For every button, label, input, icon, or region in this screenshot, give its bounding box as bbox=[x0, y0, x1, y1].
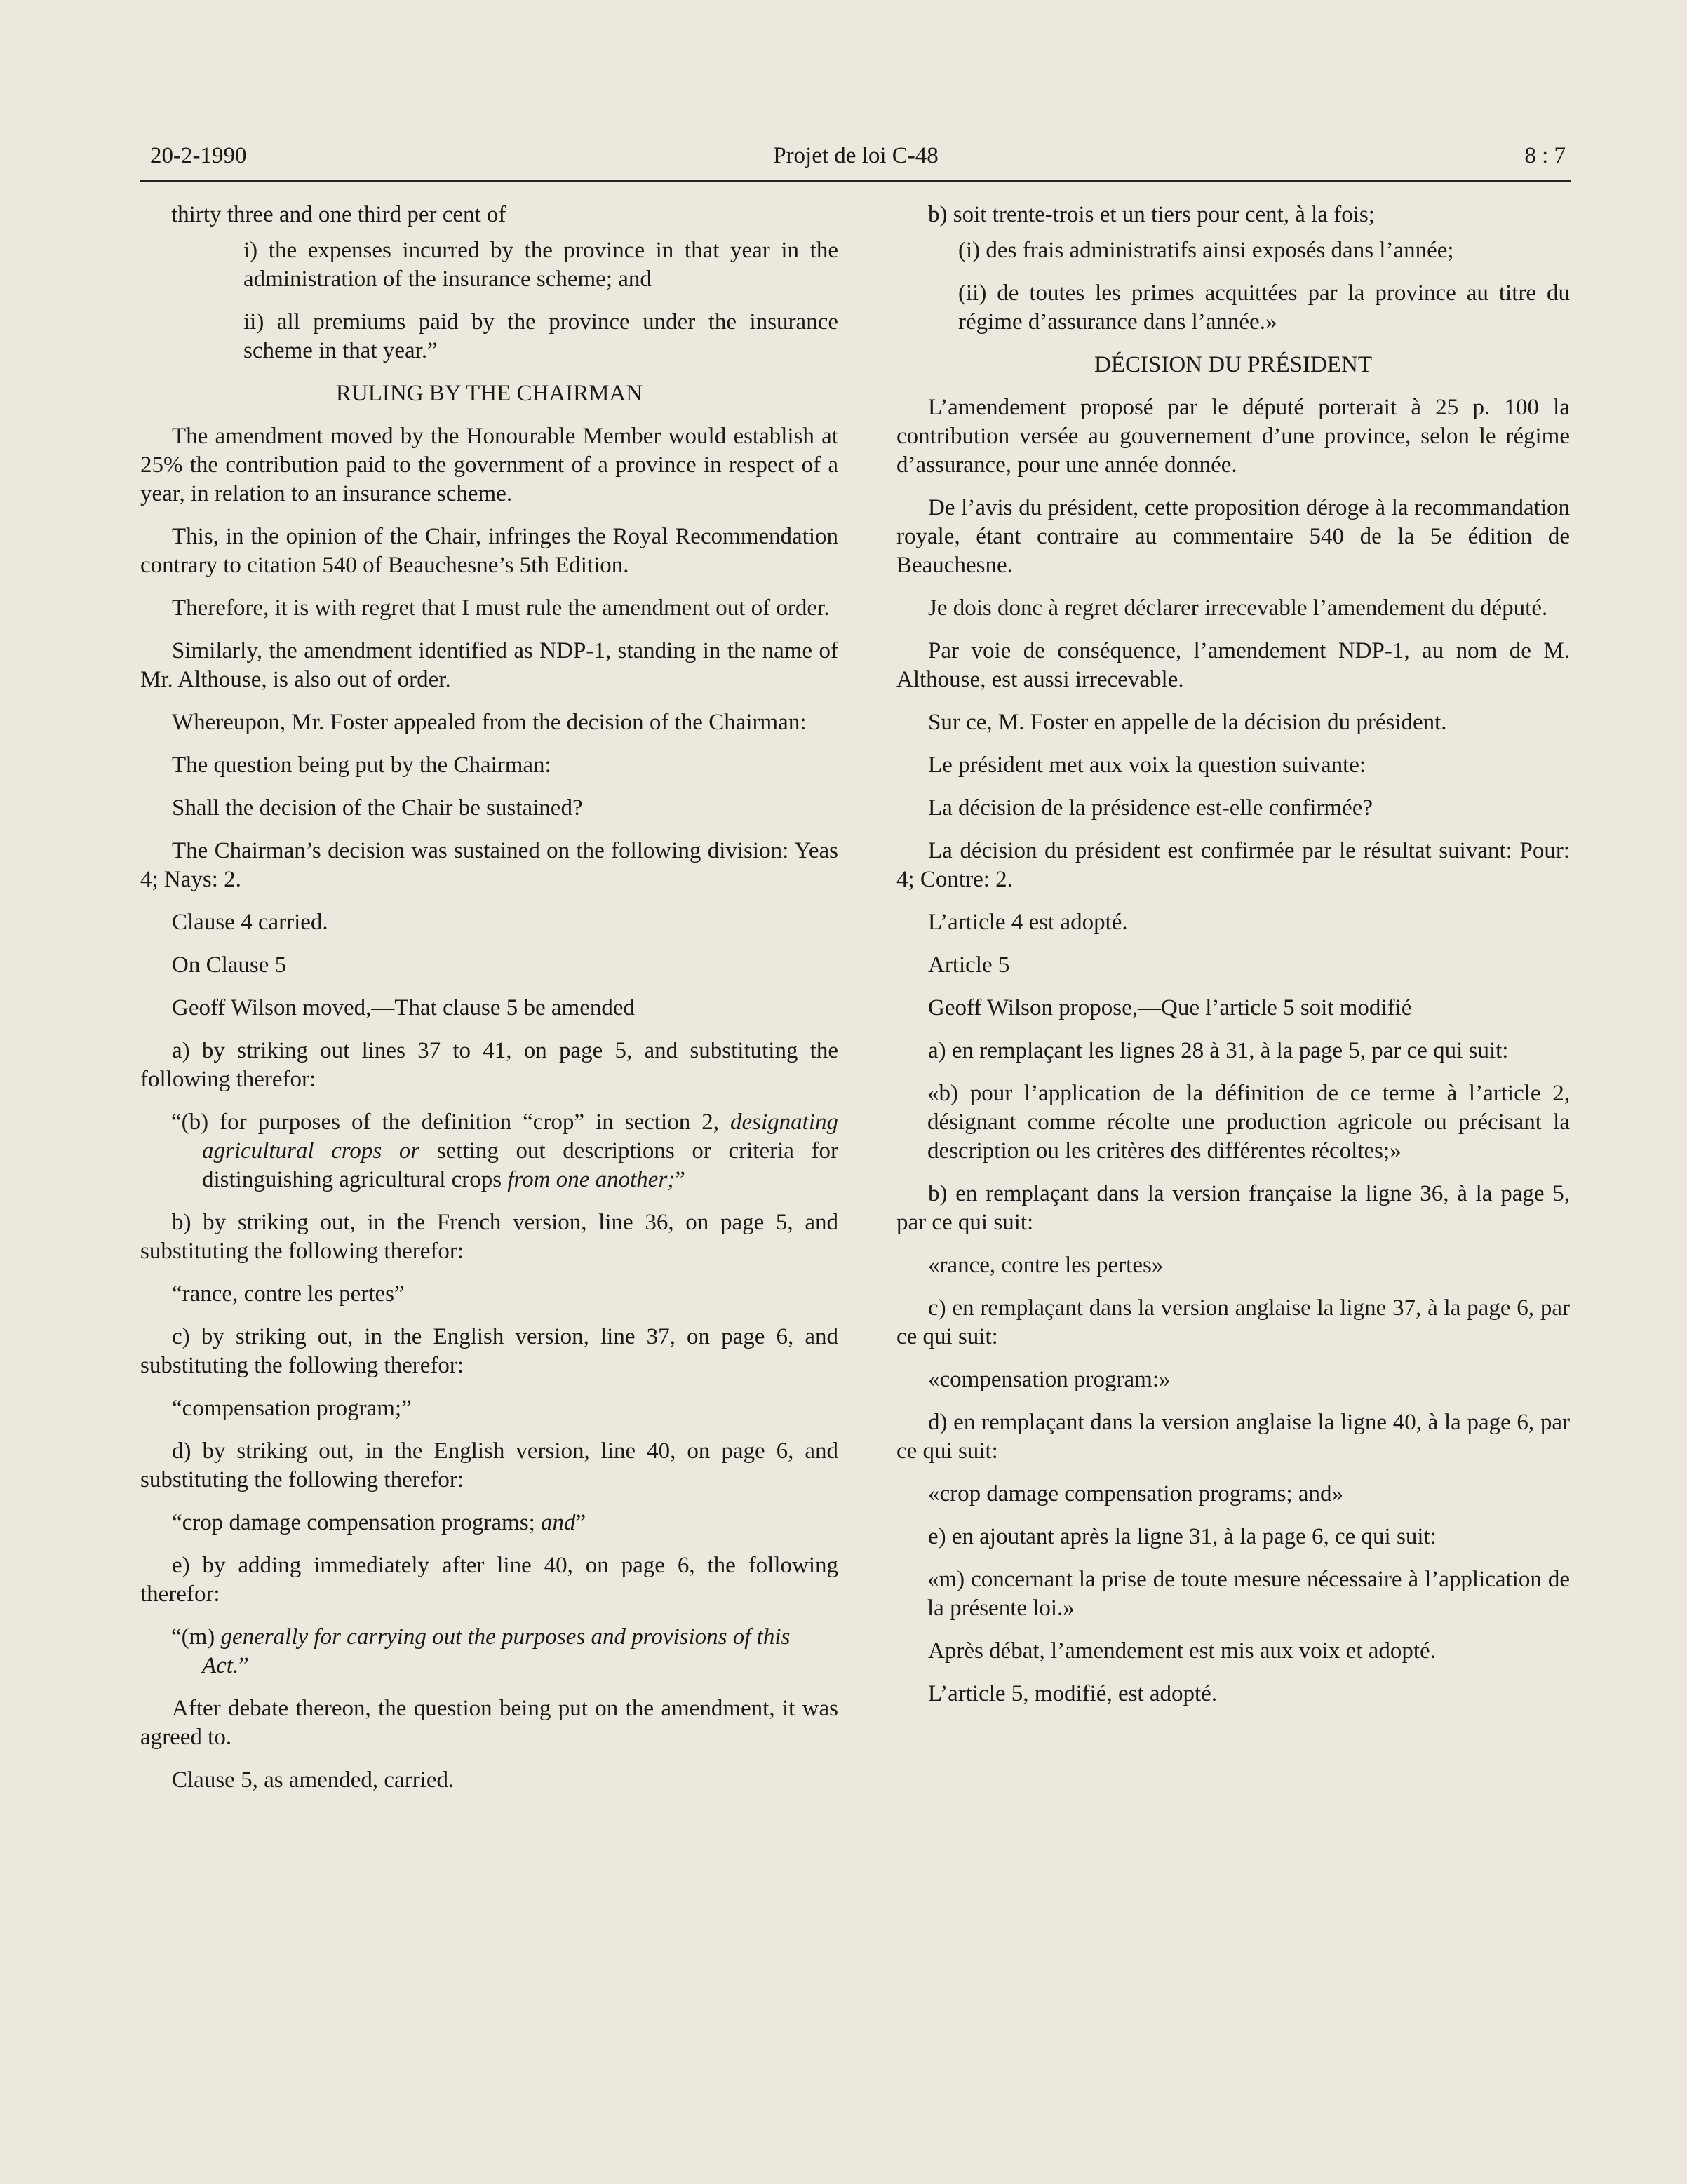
en-quote-part: ” bbox=[575, 1510, 586, 1535]
header-date: 20-2-1990 bbox=[150, 143, 247, 168]
fr-paragraph: a) en remplaçant les lignes 28 à 31, à la page 5, par ce qui suit: bbox=[928, 1038, 1509, 1063]
en-heading: RULING BY THE CHAIRMAN bbox=[335, 381, 643, 406]
en-paragraph: d) by striking out, in the English version, line 40, on page 6, and substituting the following therefor: bbox=[140, 1438, 838, 1492]
en-paragraph: The amendment moved by the Honourable Member would establish at 25% the contribution paid to the government of a province in respect of a year, in relation to an insurance scheme. bbox=[140, 424, 838, 506]
fr-paragraph: De l’avis du président, cette proposition déroge à la recommandation royale, étant contraire au commentaire 540 de la 5e édition de Beauchesne. bbox=[896, 495, 1570, 578]
fr-paragraph: Le président met aux voix la question suivante: bbox=[928, 753, 1366, 778]
en-quote-part: ” bbox=[238, 1653, 249, 1678]
page-header bbox=[140, 137, 1571, 182]
fr-paragraph: La décision de la présidence est-elle confirmée? bbox=[928, 795, 1373, 821]
en-list-item: i) the expenses incurred by the province in that year in the administration of the insurance scheme; and bbox=[243, 238, 838, 292]
header-page-number: 8 : 7 bbox=[1524, 143, 1566, 168]
en-quote-part: “(b) for purposes of the definition “crop” in section 2, bbox=[171, 1110, 730, 1135]
fr-list-item: (ii) de toutes les primes acquittées par la province au titre du régime d’assurance dans l’année.» bbox=[958, 281, 1570, 335]
fr-paragraph: La décision du président est confirmée par le résultat suivant: Pour: 4; Contre: 2. bbox=[896, 838, 1570, 892]
en-paragraph: The question being put by the Chairman: bbox=[172, 753, 551, 778]
fr-paragraph: L’article 4 est adopté. bbox=[928, 910, 1128, 935]
en-quoted-text bbox=[140, 1623, 838, 1680]
en-paragraph: e) by adding immediately after line 40, on page 6, the following therefor: bbox=[140, 1553, 838, 1607]
en-quote-italic: from one another; bbox=[507, 1167, 676, 1192]
fr-paragraph: L’amendement proposé par le député porterait à 25 p. 100 la contribution versée au gouvernement d’une province, selon le régime d’assurance, pour une année donnée. bbox=[896, 395, 1570, 478]
en-paragraph: After debate thereon, the question being put on the amendment, it was agreed to. bbox=[140, 1696, 838, 1750]
en-paragraph: c) by striking out, in the English version, line 37, on page 6, and substituting the following therefor: bbox=[140, 1324, 838, 1378]
en-quote-part: ” bbox=[675, 1167, 685, 1192]
en-quote-part: “crop damage compensation programs; bbox=[172, 1510, 541, 1535]
french-column bbox=[896, 201, 1570, 1723]
en-paragraph: Clause 5, as amended, carried. bbox=[172, 1767, 455, 1793]
fr-quoted-text: «m) concernant la prise de toute mesure nécessaire à l’application de la présente loi.» bbox=[927, 1567, 1570, 1621]
en-paragraph: a) by striking out lines 37 to 41, on page 5, and substituting the following therefor: bbox=[140, 1038, 838, 1092]
fr-paragraph: Sur ce, M. Foster en appelle de la décision du président. bbox=[928, 710, 1447, 735]
en-paragraph: Clause 4 carried. bbox=[172, 910, 328, 935]
fr-paragraph: c) en remplaçant dans la version anglaise la ligne 37, à la page 6, par ce qui suit: bbox=[896, 1295, 1570, 1349]
en-paragraph: On Clause 5 bbox=[172, 952, 287, 978]
en-quote-italic: generally for carrying out the purposes and provisions of this Act. bbox=[202, 1624, 791, 1678]
fr-list-item: (i) des frais administratifs ainsi exposés dans l’année; bbox=[958, 238, 1454, 263]
en-quote-italic: designating agricultural crops or bbox=[202, 1110, 838, 1164]
fr-paragraph: e) en ajoutant après la ligne 31, à la page 6, ce qui suit: bbox=[928, 1524, 1437, 1549]
fr-paragraph: b) en remplaçant dans la version française la ligne 36, à la page 5, par ce qui suit: bbox=[896, 1181, 1570, 1235]
en-list-item: ii) all premiums paid by the province under the insurance scheme in that year.” bbox=[243, 309, 838, 363]
en-paragraph: The Chairman’s decision was sustained on the following division: Yeas 4; Nays: 2. bbox=[140, 838, 838, 892]
fr-paragraph: d) en remplaçant dans la version anglaise la ligne 40, à la page 6, par ce qui suit: bbox=[896, 1410, 1570, 1464]
en-paragraph: Therefore, it is with regret that I must rule the amendment out of order. bbox=[172, 595, 830, 621]
en-paragraph: Geoff Wilson moved,—That clause 5 be amended bbox=[172, 995, 636, 1020]
en-quoted-text: “rance, contre les pertes” bbox=[172, 1281, 405, 1307]
fr-paragraph: Je dois donc à regret déclarer irrecevable l’amendement du député. bbox=[928, 595, 1548, 621]
fr-paragraph: Par voie de conséquence, l’amendement NDP-1, au nom de M. Althouse, est aussi irrecevable. bbox=[896, 638, 1570, 692]
en-quoted-text bbox=[140, 1108, 838, 1194]
en-quote-part: “(m) bbox=[171, 1624, 221, 1650]
header-title: Projet de loi C-48 bbox=[773, 143, 939, 168]
en-quoted-text: “compensation program;” bbox=[172, 1396, 412, 1421]
fr-heading: DÉCISION DU PRÉSIDENT bbox=[1094, 352, 1372, 377]
fr-quoted-text: «crop damage compensation programs; and» bbox=[928, 1481, 1343, 1506]
en-paragraph: Similarly, the amendment identified as NDP-1, standing in the name of Mr. Althouse, is also out of order. bbox=[140, 638, 838, 692]
fr-quoted-text: «b) pour l’application de la définition de ce terme à l’article 2, désignant comme récolte une production agricole ou précisant la description ou les critères des différentes récoltes;» bbox=[927, 1081, 1570, 1164]
en-paragraph: This, in the opinion of the Chair, infringes the Royal Recommendation contrary to citation 540 of Beauchesne’s 5th Edition. bbox=[140, 524, 838, 578]
fr-quoted-text: «rance, contre les pertes» bbox=[928, 1253, 1164, 1278]
fr-paragraph: Geoff Wilson propose,—Que l’article 5 soit modifié bbox=[928, 995, 1412, 1020]
english-column bbox=[140, 201, 838, 1809]
en-quoted-text bbox=[172, 1509, 838, 1537]
en-quote-italic: and bbox=[541, 1510, 576, 1535]
en-paragraph: b) by striking out, in the French version, line 36, on page 5, and substituting the following therefor: bbox=[140, 1210, 838, 1264]
en-paragraph: Shall the decision of the Chair be sustained? bbox=[172, 795, 583, 821]
fr-paragraph: Article 5 bbox=[928, 952, 1010, 978]
en-paragraph: thirty three and one third per cent of bbox=[171, 202, 506, 227]
fr-paragraph: L’article 5, modifié, est adopté. bbox=[928, 1681, 1218, 1706]
en-quote-part: setting out descriptions or criteria for distinguishing agricultural crops bbox=[202, 1138, 838, 1192]
fr-quoted-text: «compensation program:» bbox=[928, 1367, 1171, 1392]
fr-paragraph: Après débat, l’amendement est mis aux voix et adopté. bbox=[928, 1638, 1436, 1664]
fr-paragraph: b) soit trente-trois et un tiers pour cent, à la fois; bbox=[928, 202, 1375, 227]
en-paragraph: Whereupon, Mr. Foster appealed from the decision of the Chairman: bbox=[172, 710, 807, 735]
